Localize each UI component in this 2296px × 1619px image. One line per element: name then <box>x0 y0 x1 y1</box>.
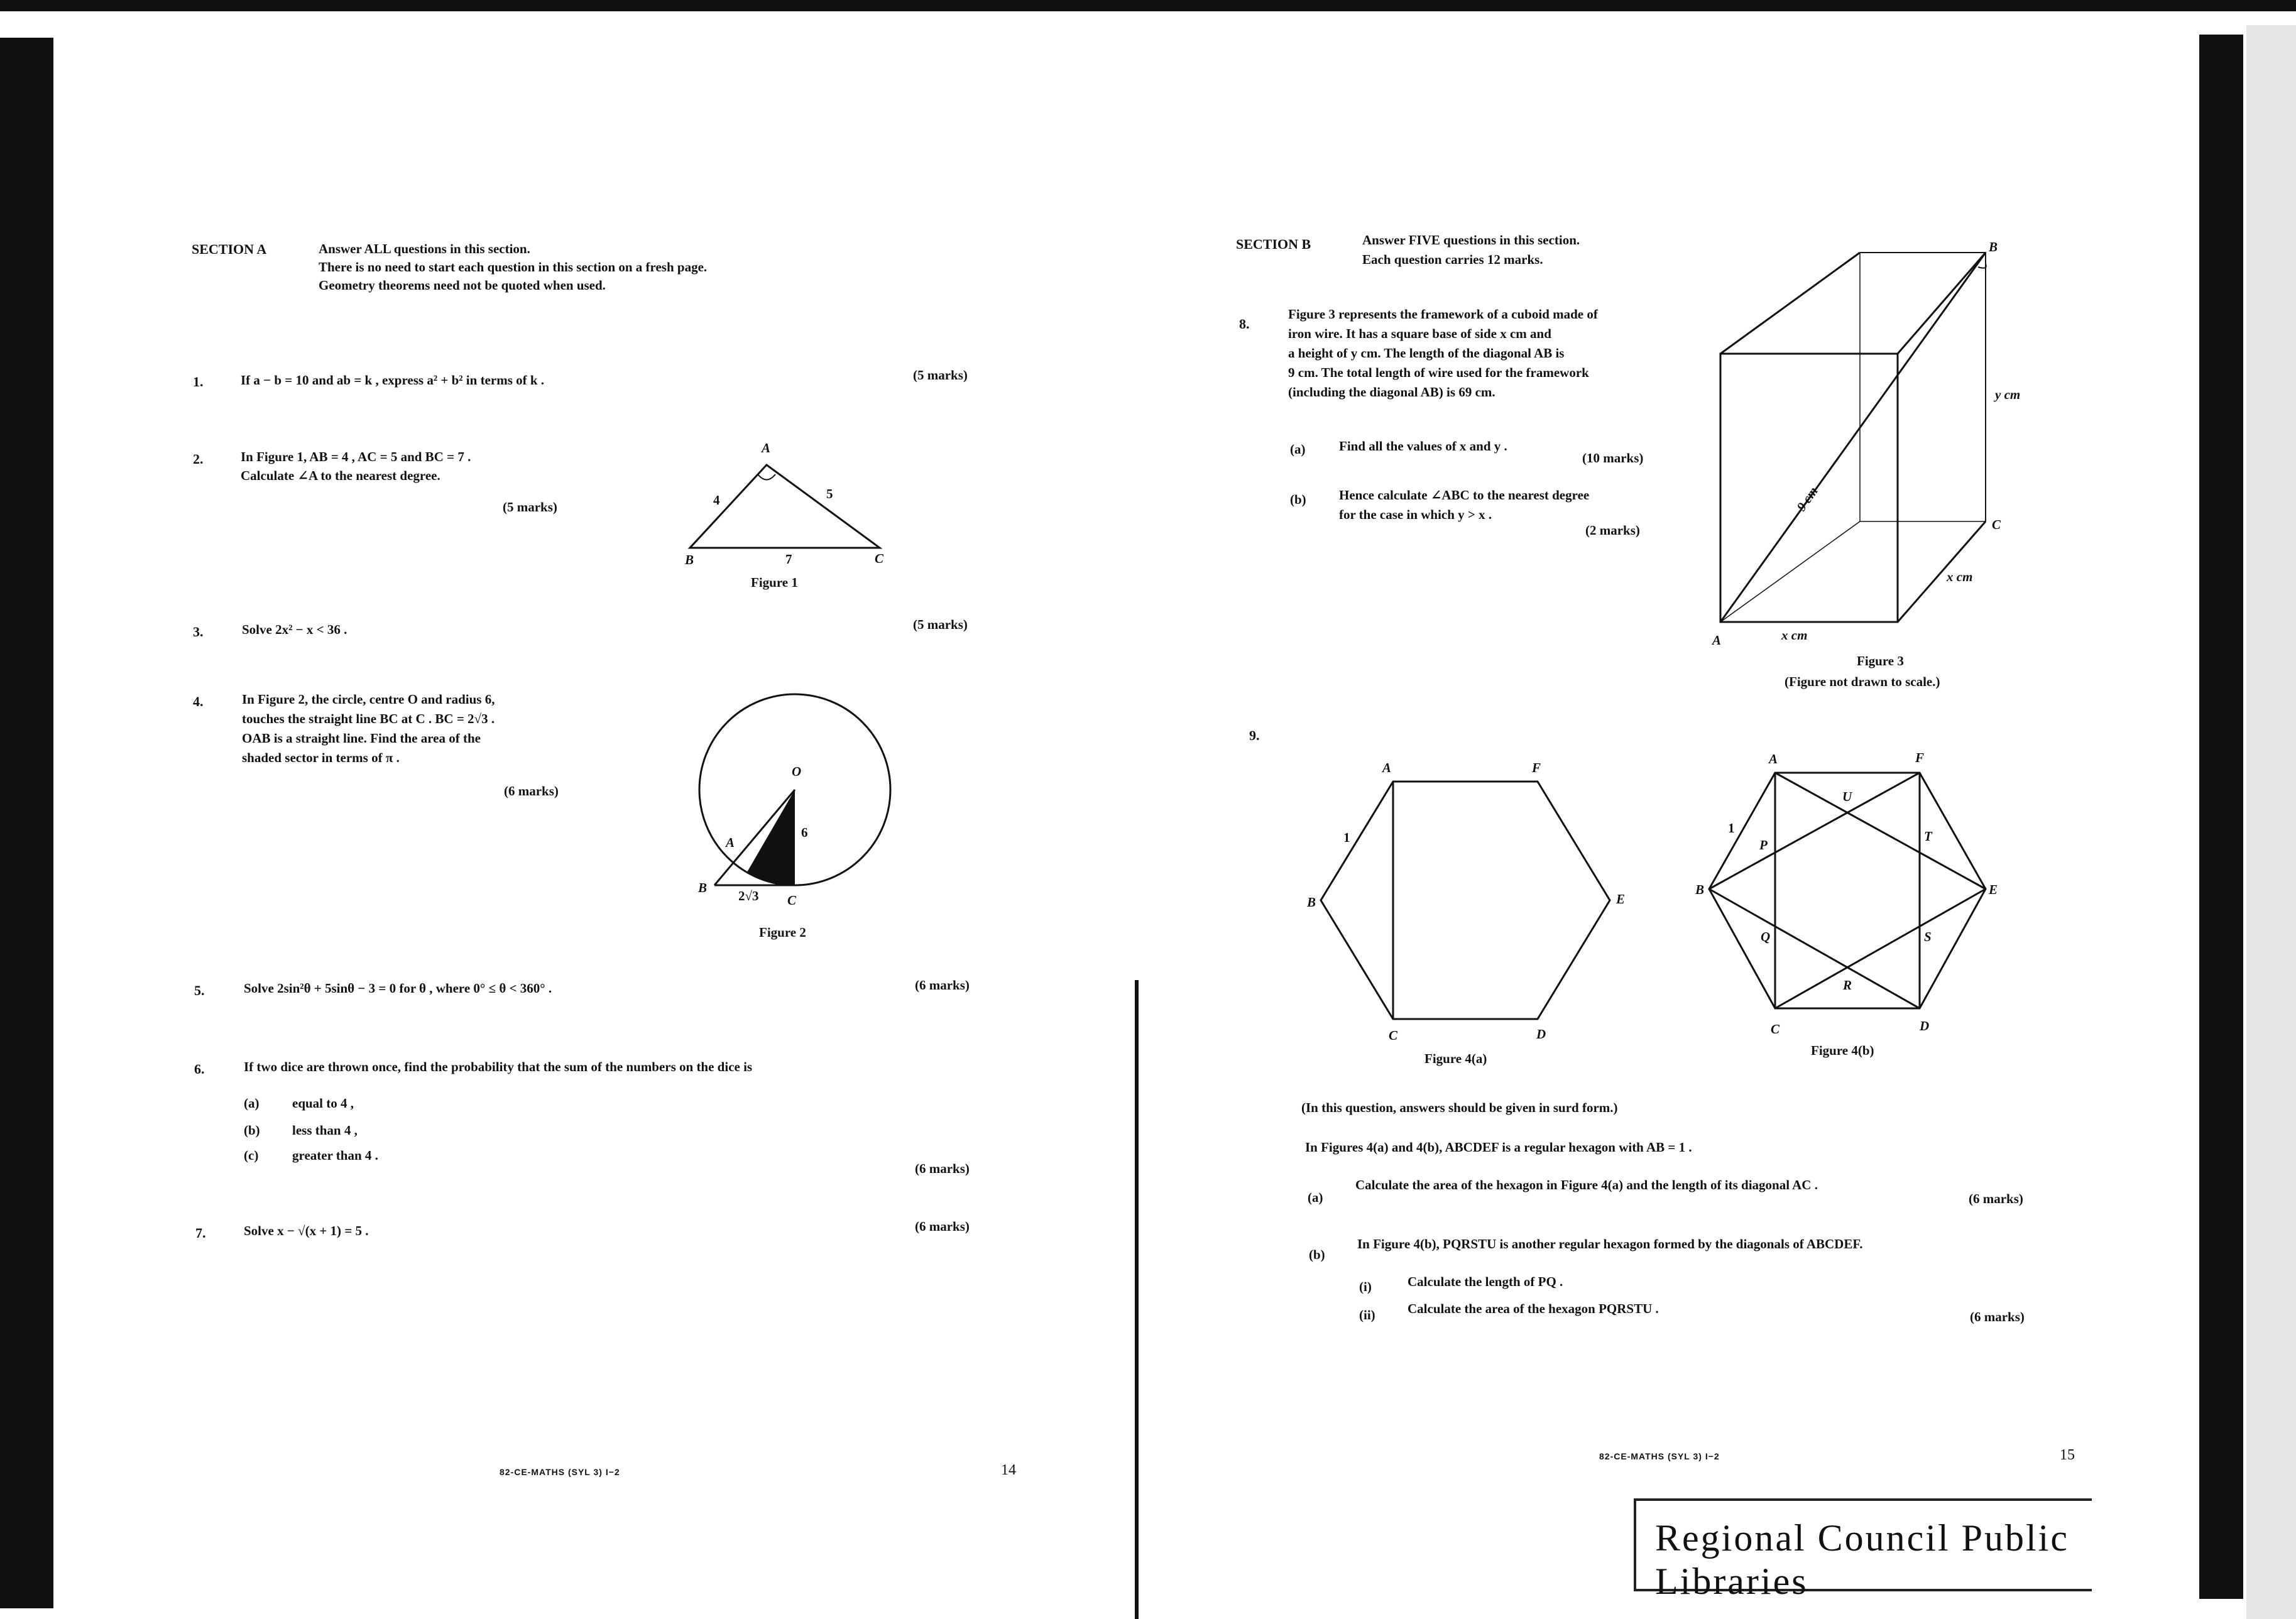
fig3-label-b: B <box>1989 239 1998 254</box>
section-a-line1: Answer ALL questions in this section. <box>319 241 530 256</box>
figure-3-cuboid <box>1709 239 2036 653</box>
q2-line1: In Figure 1, AB = 4 , AC = 5 and BC = 7 . <box>241 449 471 464</box>
fig4a-label-f: F <box>1532 760 1541 775</box>
q4-number: 4. <box>193 694 204 709</box>
q6-marks: (6 marks) <box>915 1161 970 1176</box>
q4-line3: OAB is a straight line. Find the area of the <box>242 731 481 746</box>
q9-b-label: (b) <box>1309 1247 1325 1262</box>
fig4a-label-e: E <box>1616 891 1626 907</box>
q8-line1: Figure 3 represents the framework of a cuboid made of <box>1288 307 1598 322</box>
q4-marks: (6 marks) <box>504 783 559 799</box>
section-b-line2: Each question carries 12 marks. <box>1362 252 1543 267</box>
q6-b-text: less than 4 , <box>292 1123 358 1138</box>
q9-intro-1: (In this question, answers should be given in surd form.) <box>1301 1100 1618 1115</box>
q3-number: 3. <box>193 624 204 640</box>
q7-marks: (6 marks) <box>915 1219 970 1234</box>
q9-bii-label: (ii) <box>1359 1307 1375 1322</box>
q6-c-text: greater than 4 . <box>292 1148 378 1163</box>
fig4b-label-f: F <box>1915 750 1925 765</box>
q4-line4: shaded sector in terms of π . <box>242 750 400 765</box>
page-gutter <box>1135 980 1139 1619</box>
q4-line2: touches the straight line BC at C . BC = 2√3 . <box>242 711 495 726</box>
library-stamp <box>1634 1498 2092 1602</box>
figure-2-circle <box>688 697 902 917</box>
fig4b-label-u: U <box>1842 789 1852 804</box>
fig2-label-c: C <box>787 893 797 908</box>
q8-a-text: Find all the values of x and y . <box>1339 439 1507 454</box>
scan-top-edge <box>0 0 2296 11</box>
fig4b-label-r: R <box>1843 978 1852 993</box>
fig1-side-ac: 5 <box>826 486 833 501</box>
fig4b-label-e: E <box>1989 882 1998 897</box>
q1-text: If a − b = 10 and ab = k , express a² + b² in terms of k . <box>241 373 545 388</box>
figure-1-triangle <box>679 440 892 565</box>
fig3-base-front: x cm <box>1781 628 1808 643</box>
left-page-number: 14 <box>1001 1462 1016 1478</box>
fig3-label-c: C <box>1992 517 2001 532</box>
section-b-line1: Answer FIVE questions in this section. <box>1362 232 1580 248</box>
q8-b-line2: for the case in which y > x . <box>1339 507 1492 522</box>
q9-a-label: (a) <box>1308 1190 1323 1205</box>
q9-intro-2: In Figures 4(a) and 4(b), ABCDEF is a regular hexagon with AB = 1 . <box>1305 1140 1692 1155</box>
q6-text: If two dice are thrown once, find the probability that the sum of the numbers on the dice is <box>244 1059 753 1074</box>
q3-text: Solve 2x² − x < 36 . <box>242 622 347 637</box>
right-footer-code: 82-CE-MATHS (SYL 3) I−2 <box>1599 1451 1720 1461</box>
fig1-side-bc: 7 <box>785 552 792 567</box>
fig2-label-a: A <box>726 835 735 850</box>
q9-b-marks: (6 marks) <box>1970 1309 2025 1324</box>
fig4b-label-t: T <box>1924 829 1932 844</box>
q9-a-text: Calculate the area of the hexagon in Figure 4(a) and the length of its diagonal AC . <box>1355 1177 1818 1192</box>
section-b-title: SECTION B <box>1236 236 1311 252</box>
q5-marks: (6 marks) <box>915 978 970 993</box>
q6-number: 6. <box>194 1061 205 1077</box>
fig3-base-right: x cm <box>1947 569 1973 584</box>
fig3-height: y cm <box>1995 387 2021 402</box>
scan-left-edge <box>0 38 53 1608</box>
scan-right-edge <box>2199 35 2243 1599</box>
fig4b-label-q: Q <box>1761 929 1771 944</box>
fig4b-label-b: B <box>1695 882 1705 897</box>
q8-b-marks: (2 marks) <box>1585 523 1640 538</box>
section-a-title: SECTION A <box>192 241 267 257</box>
figure-1-caption: Figure 1 <box>751 575 798 590</box>
fig2-side-bc: 2√3 <box>738 888 759 903</box>
fig4a-label-a: A <box>1382 760 1392 775</box>
fig3-diagonal: 9 cm <box>1793 484 1821 514</box>
fig4a-label-b: B <box>1307 895 1316 910</box>
q8-b-label: (b) <box>1290 492 1306 507</box>
q2-line2: Calculate ∠A to the nearest degree. <box>241 468 440 483</box>
q5-text: Solve 2sin²θ + 5sinθ − 3 = 0 for θ , where 0° ≤ θ < 360° . <box>244 981 552 996</box>
left-footer-code: 82-CE-MATHS (SYL 3) I−2 <box>500 1467 620 1477</box>
fig4b-label-a: A <box>1769 751 1778 766</box>
q8-line4: 9 cm. The total length of wire used for the framework <box>1288 365 1589 380</box>
fig4a-side: 1 <box>1343 830 1350 845</box>
q6-a-text: equal to 4 , <box>292 1096 354 1111</box>
figure-2-caption: Figure 2 <box>759 925 806 940</box>
q8-line5: (including the diagonal AB) is 69 cm. <box>1288 384 1495 400</box>
figure-4a-hexagon <box>1307 751 1634 1052</box>
q9-a-marks: (6 marks) <box>1969 1191 2023 1206</box>
fig2-radius: 6 <box>801 825 808 840</box>
fig4b-label-d: D <box>1920 1018 1930 1033</box>
figure-4b-hexagon-star <box>1690 744 1998 1046</box>
q2-number: 2. <box>193 451 204 467</box>
q6-a-label: (a) <box>244 1096 260 1111</box>
section-a-line2: There is no need to start each question in this section on a fresh page. <box>319 259 708 275</box>
q7-number: 7. <box>195 1225 206 1241</box>
fig4b-label-p: P <box>1759 837 1768 853</box>
q7-text: Solve x − √(x + 1) = 5 . <box>244 1223 369 1238</box>
right-page-number: 15 <box>2060 1447 2075 1463</box>
q9-bi-text: Calculate the length of PQ . <box>1408 1274 1563 1289</box>
q9-b-text: In Figure 4(b), PQRSTU is another regular hexagon formed by the diagonals of ABCDEF. <box>1357 1236 1863 1251</box>
figure-4b-caption: Figure 4(b) <box>1811 1043 1874 1058</box>
figure-4a-caption: Figure 4(a) <box>1424 1051 1487 1066</box>
q9-bi-label: (i) <box>1359 1279 1372 1294</box>
q6-c-label: (c) <box>244 1148 259 1163</box>
fig4b-label-s: S <box>1924 929 1932 944</box>
q8-a-marks: (10 marks) <box>1582 450 1644 466</box>
fig4a-label-c: C <box>1389 1028 1398 1043</box>
fig3-label-a: A <box>1712 633 1722 648</box>
fig1-label-a: A <box>762 440 771 455</box>
q2-marks: (5 marks) <box>503 499 557 515</box>
fig4a-label-d: D <box>1536 1027 1546 1042</box>
q5-number: 5. <box>194 983 205 998</box>
fig4b-side: 1 <box>1728 820 1735 836</box>
q9-number: 9. <box>1249 728 1260 743</box>
fig1-side-ab: 4 <box>713 493 720 508</box>
q8-a-label: (a) <box>1290 442 1306 457</box>
q4-line1: In Figure 2, the circle, centre O and radius 6, <box>242 692 495 707</box>
library-stamp-text: Regional Council Public Libraries <box>1655 1517 2069 1602</box>
q8-line2: iron wire. It has a square base of side x cm and <box>1288 326 1551 341</box>
q3-marks: (5 marks) <box>913 617 968 632</box>
fig2-label-b: B <box>698 880 708 895</box>
q8-b-line1: Hence calculate ∠ABC to the nearest degree <box>1339 488 1590 503</box>
section-a-line3: Geometry theorems need not be quoted when used. <box>319 278 606 293</box>
q1-number: 1. <box>193 374 204 390</box>
q8-line3: a height of y cm. The length of the diagonal AB is <box>1288 346 1565 361</box>
q6-b-label: (b) <box>244 1123 260 1138</box>
q8-number: 8. <box>1239 316 1250 332</box>
q1-marks: (5 marks) <box>913 368 968 383</box>
fig1-label-b: B <box>685 552 694 567</box>
figure-3-caption: Figure 3 <box>1857 653 1904 668</box>
q9-bii-text: Calculate the area of the hexagon PQRSTU . <box>1408 1301 1659 1316</box>
scan-right-strip <box>2246 25 2296 1619</box>
fig4b-label-c: C <box>1771 1022 1780 1037</box>
figure-3-note: (Figure not drawn to scale.) <box>1785 674 1940 689</box>
fig1-label-c: C <box>875 551 884 566</box>
fig2-label-o: O <box>792 764 802 779</box>
